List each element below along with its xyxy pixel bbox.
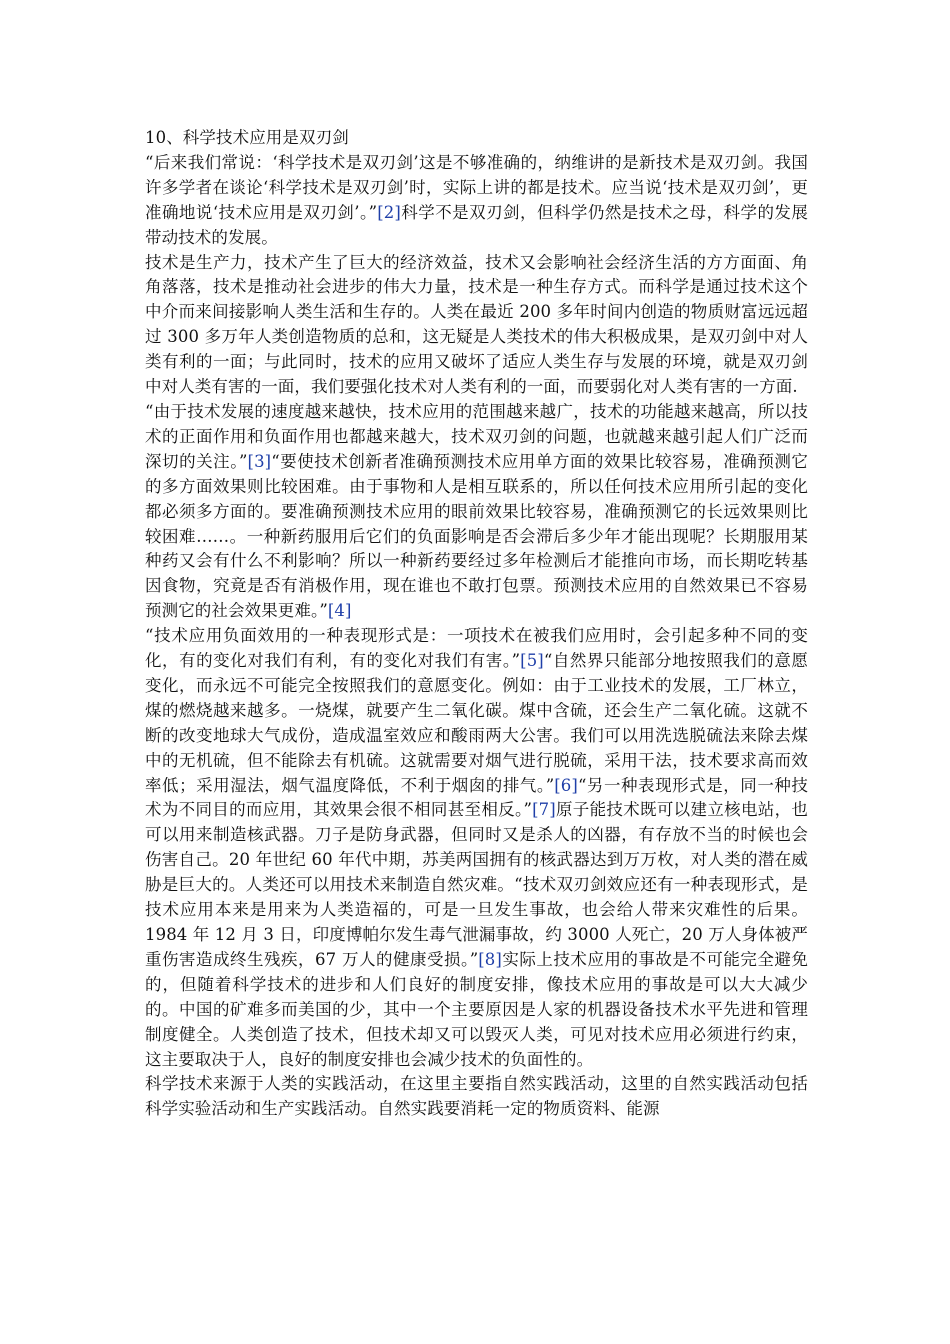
paragraph-3: [145, 400, 808, 624]
paragraph-text: “后来我们常说：‘科学技术是双刃剑’这是不够准确的，纳维讲的是新技术是双刃剑。我国许多学者在谈论‘科学技术是双刃剑’时，实际上讲的都是技术。应当说‘技术是双刃剑’，更准确地说‘技术应用是双刃剑’。”: [145, 152, 808, 222]
paragraph-text: 实际上技术应用的事故是不可能完全避免的，但随着科学技术的进步和人们良好的制度安排，像技术应用的事故是可以大大减少的。中国的矿难多而美国的少，其中一个主要原因是人家的机器设备技术水平先进和管理制度健全。人类创造了技术，但技术却又可以毁灭人类，可见对技术应用必须进行约束，这主要取决于人，良好的制度安排也会减少技术的负面性的。: [145, 949, 808, 1069]
footnote-ref-7[interactable]: [7]: [532, 800, 556, 820]
paragraph-text: 科学不是双刃剑，但科学仍然是技术之母，科学的发展带动技术的发展。: [145, 202, 808, 247]
paragraph-text: “由于技术发展的速度越来越快，技术应用的范围越来越广，技术的功能越来越高，所以技术的正面作用和负面作用也都越来越大，技术双刃剑的问题，也就越来越引起人们广泛而深切的关注。”: [145, 401, 808, 471]
paragraph-5: 科学技术来源于人类的实践活动，在这里主要指自然实践活动，这里的自然实践活动包括科学实验活动和生产实践活动。自然实践要消耗一定的物质资料、能源: [145, 1074, 808, 1119]
section-heading: 10、科学技术应用是双刃剑: [145, 128, 349, 147]
paragraph-text: “要使技术创新者准确预测技术应用单方面的效果比较容易，准确预测它的多方面效果则比较困难。由于事物和人是相互联系的，所以任何技术应用所引起的变化都必须多方面的。要准确预测技术应用的眼前效果比较容易，准确预测它的长远效果则比较困难……。一种新药服用后它们的负面影响是否会滞后多少年才能出现呢？长期服用某种药又会有什么不利影响？所以一种新药要经过多年检测后才能推向市场，而长期吃转基因食物，究竟是否有消极作用，现在谁也不敢打包票。预测技术应用的自然效果已不容易预测它的社会效果更难。”: [145, 451, 808, 621]
footnote-ref-2[interactable]: [2]: [377, 202, 401, 222]
paragraph-text: “另一种表现形式是，同一种技术为不同目的而应用，其效果会很不相同甚至相反。”: [145, 775, 808, 820]
paragraph-2: 技术是生产力，技术产生了巨大的经济效益，技术又会影响社会经济生活的方方面面、角角落落，技术是推动社会进步的伟大力量，技术是一种生存方式。而科学是通过技术这个中介而来间接影响人类生活和生存的。人类在最近 200 多年时间内创造的物质财富远远超过 300 多万年人类创造物质的总和，这无疑是人类技术的伟大积极成果，是双刃剑中对人类有利的一面；与此同时，技术的应用又破坏了适应人类生存与发展的环境，就是双刃剑中对人类有害的一面，我们要强化技术对人类有利的一面，而要弱化对人类有害的一方面.: [145, 252, 808, 397]
footnote-ref-6[interactable]: [6]: [554, 775, 578, 795]
footnote-ref-4[interactable]: [4]: [327, 601, 352, 621]
paragraph-4: [145, 624, 808, 1072]
paragraph-1: [145, 151, 808, 251]
document-body: [145, 126, 808, 1122]
footnote-ref-3[interactable]: [3]: [247, 451, 272, 471]
paragraph-text: “自然界只能部分地按照我们的意愿变化，而永远不可能完全按照我们的意愿变化。例如：由于工业技术的发展，工厂林立，煤的燃烧越来越多。一烧煤，就要产生二氧化碳。煤中含硫，还会生产二氧化硫。这就不断的改变地球大气成份，造成温室效应和酸雨两大公害。我们可以用洗选脱硫法来除去煤中的无机硫，但不能除去有机硫。这就需要对烟气进行脱硫，采用干法，技术要求高而效率低；采用湿法，烟气温度降低，不利于烟囱的排气。”: [145, 651, 808, 795]
footnote-ref-8[interactable]: [8]: [478, 949, 502, 969]
paragraph-text: 原子能技术既可以建立核电站，也可以用来制造核武器。刀子是防身武器，但同时又是杀人的凶器，有存放不当的时候也会伤害自己。20 年世纪 60 年代中期，苏美两国拥有的核武器达到万万枚，对人类的潜在威胁是巨大的。人类还可以用技术来制造自然灾难。“技术双刃剑效应还有一种表现形式，是技术应用本来是用来为人类造福的，可是一旦发生事故，也会给人带来灾难性的后果。1984 年 12 月 3 日，印度博帕尔发生毒气泄漏事故，约 3000 人死亡，20 万人身体被严重伤害造成终生残疾，67 万人的健康受损。”: [145, 800, 808, 969]
footnote-ref-5[interactable]: [5]: [520, 651, 544, 671]
paragraph-text: “技术应用负面效用的一种表现形式是：一项技术在被我们应用时，会引起多种不同的变化，有的变化对我们有利，有的变化对我们有害。”: [145, 626, 808, 671]
